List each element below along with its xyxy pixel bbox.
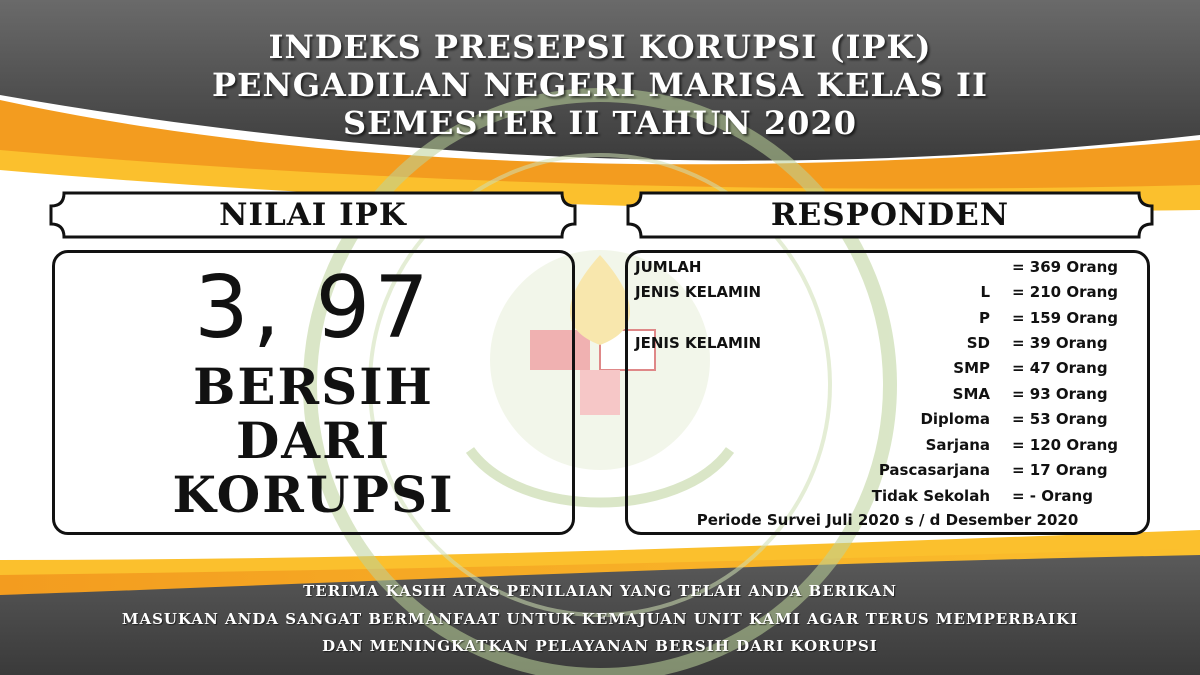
responden-row-value: = 210 Orang (1012, 283, 1119, 301)
responden-row-category: L (980, 283, 990, 301)
title-line-2: PENGADILAN NEGERI MARISA KELAS II (212, 66, 988, 104)
slogan-line-1: BERSIH (193, 357, 434, 416)
slogan-line-2: DARI (235, 411, 392, 470)
responden-row-category: Diploma (920, 410, 990, 428)
responden-row-category: SD (966, 334, 990, 352)
nilai-ipk-tag (48, 190, 578, 240)
responden-row-category: P (979, 309, 990, 327)
responden-row-category: SMP (953, 359, 990, 377)
responden-row-category: Pascasarjana (878, 461, 990, 479)
responden-row-value: = - Orang (1012, 487, 1093, 505)
responden-row-label: JUMLAH (635, 258, 702, 276)
responden-row-value: = 369 Orang (1012, 258, 1119, 276)
slogan-line-3: KORUPSI (172, 465, 455, 524)
responden-row-value: = 93 Orang (1012, 385, 1108, 403)
survey-period: Periode Survei Juli 2020 s / d Desember 2020 (696, 511, 1079, 529)
footer-line-1: TERIMA KASIH ATAS PENILAIAN YANG TELAH ANDA BERIKAN (303, 582, 897, 600)
responden-row-value: = 17 Orang (1012, 461, 1108, 479)
nilai-ipk-label: NILAI IPK (219, 197, 407, 233)
ipk-score: 3, 97 (194, 258, 433, 358)
responden-row-value: = 120 Orang (1012, 436, 1119, 454)
responden-row-value: = 47 Orang (1012, 359, 1108, 377)
responden-tag (625, 190, 1155, 240)
responden-row-label: JENIS KELAMIN (635, 283, 762, 301)
responden-label: RESPONDEN (770, 197, 1010, 233)
responden-row-category: Sarjana (925, 436, 990, 454)
title-line-3: SEMESTER II TAHUN 2020 (343, 104, 857, 142)
title-line-1: INDEKS PRESEPSI KORUPSI (IPK) (268, 28, 932, 66)
footer-line-3: DAN MENINGKATKAN PELAYANAN BERSIH DARI KORUPSI (322, 637, 878, 655)
footer-line-2: MASUKAN ANDA SANGAT BERMANFAAT UNTUK KEMAJUAN UNIT KAMI AGAR TERUS MEMPERBAIKI (121, 610, 1079, 628)
slogan (52, 357, 575, 524)
responden-row-value: = 53 Orang (1012, 410, 1108, 428)
responden-row-category: SMA (952, 385, 990, 403)
responden-row-label: JENIS KELAMIN (635, 334, 762, 352)
responden-row-value: = 39 Orang (1012, 334, 1108, 352)
responden-row-category: Tidak Sekolah (871, 487, 990, 505)
page-title (0, 28, 1200, 142)
responden-row-value: = 159 Orang (1012, 309, 1119, 327)
